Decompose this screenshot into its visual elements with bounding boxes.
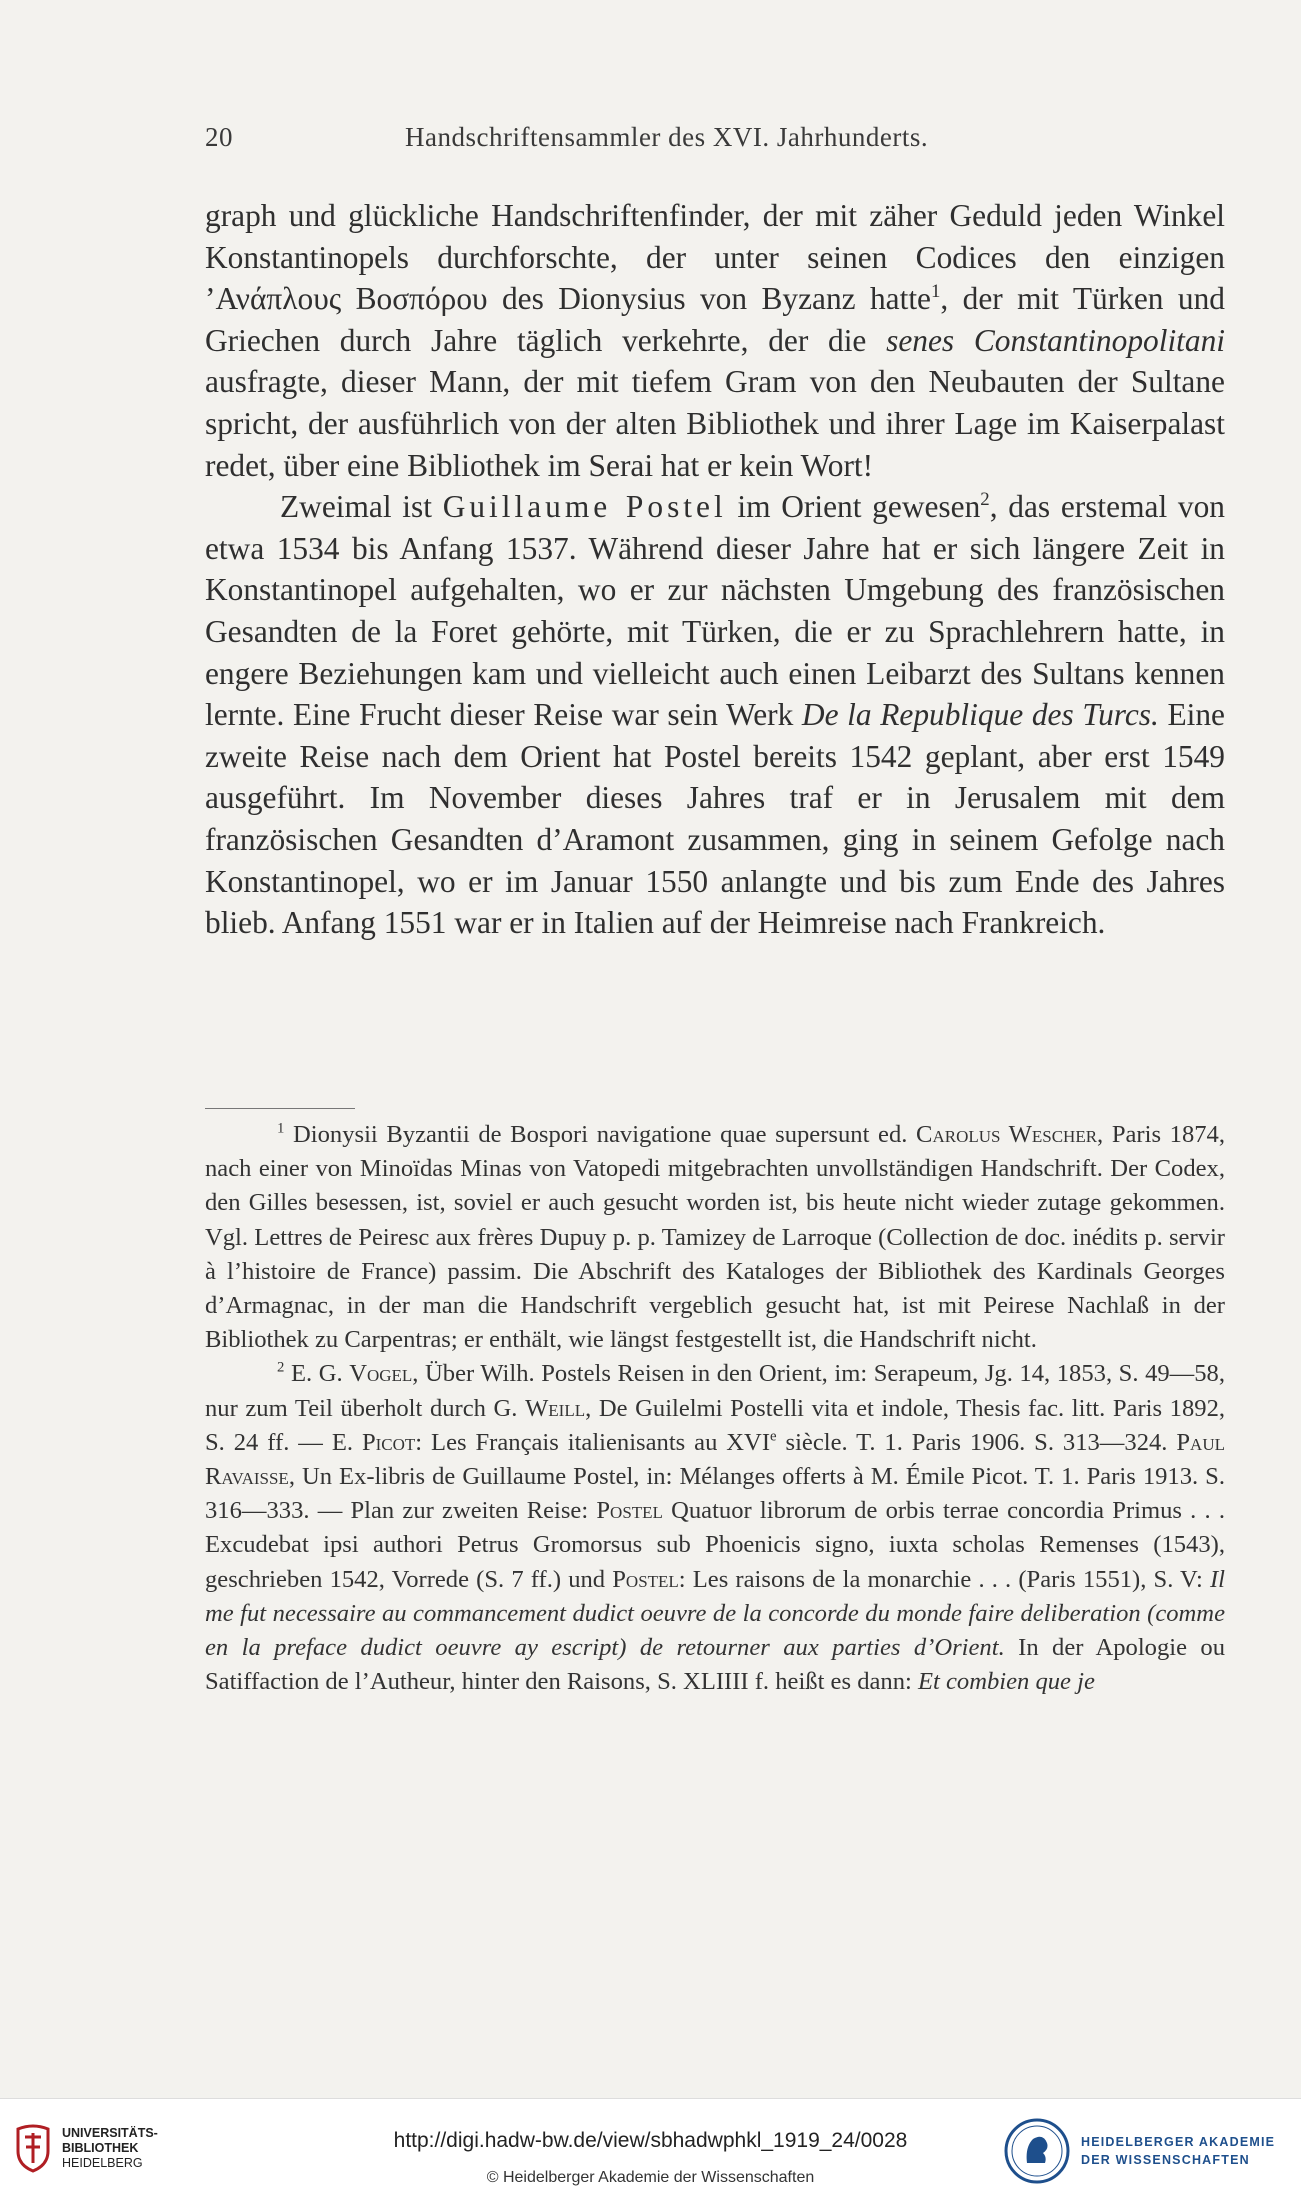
spaced-name: Guillaume Postel [442, 489, 727, 525]
paragraph-2: Zweimal ist Guillaume Postel im Orient gewesen$^2$, das erstemal von etwa 1534 bis Anfang 1537. Während dieser Jahre hat er sich längere Zeit in Konstantinopel aufgehalten, wo er zur nächsten Umgebung des französischen Gesandten de la Foret gehörte, mit Türken, die er zu Sprachlehrern hatte, in engere Beziehungen kam und vielleicht auch einen Leibarzt des Sultans kennen lernte. Eine Frucht dieser Reise war sein Werk De la Republique des Turcs. Eine zweite Reise nach dem Orient hat Postel bereits 1542 geplant, aber erst 1549 ausgeführt. Im November dieses Jahres traf er in Jerusalem mit dem französischen Gesandten d’Aramont zusammen, ging in seinem Gefolge nach Konstantinopel, wo er im Januar 1550 anlangte und bis zum Ende des Jahres blieb. Anfang 1551 war er in Italien auf der Heimreise nach Frankreich. [205, 488, 1225, 941]
footnote-ref-2[interactable]: 2 [980, 488, 990, 510]
greek-title: ’Ανάπλους Βοσπόρου [205, 281, 488, 317]
page-url-link[interactable]: http://digi.hadw-bw.de/view/sbhadwphkl_1919_24/0028 [393, 2129, 908, 2152]
footnotes [205, 1118, 1225, 1699]
copyright-notice: © Heidelberger Akademie der Wissenschaften [486, 2169, 815, 2186]
footnote-rule [205, 1108, 355, 1109]
page-number: 20 [205, 122, 233, 152]
paragraph-1: graph und glückliche Handschriftenfinder, der mit zäher Geduld jeden Winkel Konstantinopels durchforschte, der unter seinen Codices den einzigen ’Ανάπλους Βοσπόρου des Dionysius von Byzanz hatte$^1$, der mit Türken und Griechen durch Jahre täglich verkehrte, der die senes Constantinopolitani ausfragte, dieser Mann, der mit tiefem Gram von den Neubauten der Sultane spricht, der ausführlich von der alten Bibliothek und ihrer Lage im Kaiserpalast redet, über eine Bibliothek im Serai hat er kein Wort! [205, 198, 1225, 483]
footnote-ref-1[interactable]: 1 [930, 280, 941, 302]
running-title: Handschriftensammler des XVI. Jahrhunderts. [405, 122, 929, 152]
hadw-seal-icon [1003, 2117, 1071, 2185]
footnote-1: $^1$ Dionysii Byzantii de Bospori navigatione quae supersunt ed. Carolus Wescher, Paris 1874, nach einer von Minoïdas Minas von Vatopedi mitgebrachten unvollständigen Handschrift. Der Codex, den Gilles besessen, ist, soviel er auch gesucht worden ist, bis heute nicht wieder zutage gekommen. Vgl. Lettres de Peiresc aux frères Dupuy p. p. Tamizey de Larroque (Collection de doc. inédits p. servir à l’histoire de France) passim. Die Abschrift des Kataloges der Bibliothek des Kardinals Georges d’Armagnac, in der man die Handschrift vergeblich gesucht hat, ist mit Peirese Nachlaß in der Bibliothek zu Carpentras; er enthält, wie längst festgestellt ist, die Handschrift nicht. [205, 1120, 1225, 1354]
hadw-logo[interactable]: HEIDELBERGER AKADEMIE DER WISSENSCHAFTEN [1003, 2117, 1275, 2185]
footnote-2: $^2$ E. G. Vogel, Über Wilh. Postels Reisen in den Orient, im: Serapeum, Jg. 14, 1853, S. 49—58, nur zum Teil überholt durch G. Weill, De Guilelmi Postelli vita et indole, Thesis fac. litt. Paris 1892, S. 24 ff. — E. Picot: Les Français italienisants au XVIe siècle. T. 1. Paris 1906. S. 313—324. Paul Ravaisse, Un Ex-libris de Guillaume Postel, in: Mélanges offerts à M. Émile Picot. T. 1. Paris 1913. S. 316—333. — Plan zur zweiten Reise: Postel Quatuor librorum de orbis terrae concordia Primus . . . Excudebat ipsi authori Petrus Gromorsus sub Phoenicis signo, iuxta scholas Remenses (1543), geschrieben 1542, Vorrede (S. 7 ff.) und Postel: Les raisons de la monarchie . . . (Paris 1551), S. V: Il me fut necessaire au commancement dudict oeuvre de la concorde du monde faire deliberation (comme en la preface dudict oeuvre ay escript) de retourner aux parties d’Orient. In der Apologie ou Satiffaction de l’Autheur, hinter den Raisons, S. XLIIII f. heißt es dann: Et combien que je [205, 1359, 1226, 1696]
ub-heidelberg-logo[interactable]: UNIVERSITÄTS- BIBLIOTHEK HEIDELBERG [14, 2123, 158, 2173]
viewer-footer [0, 2098, 1301, 2201]
main-text [205, 195, 1225, 944]
